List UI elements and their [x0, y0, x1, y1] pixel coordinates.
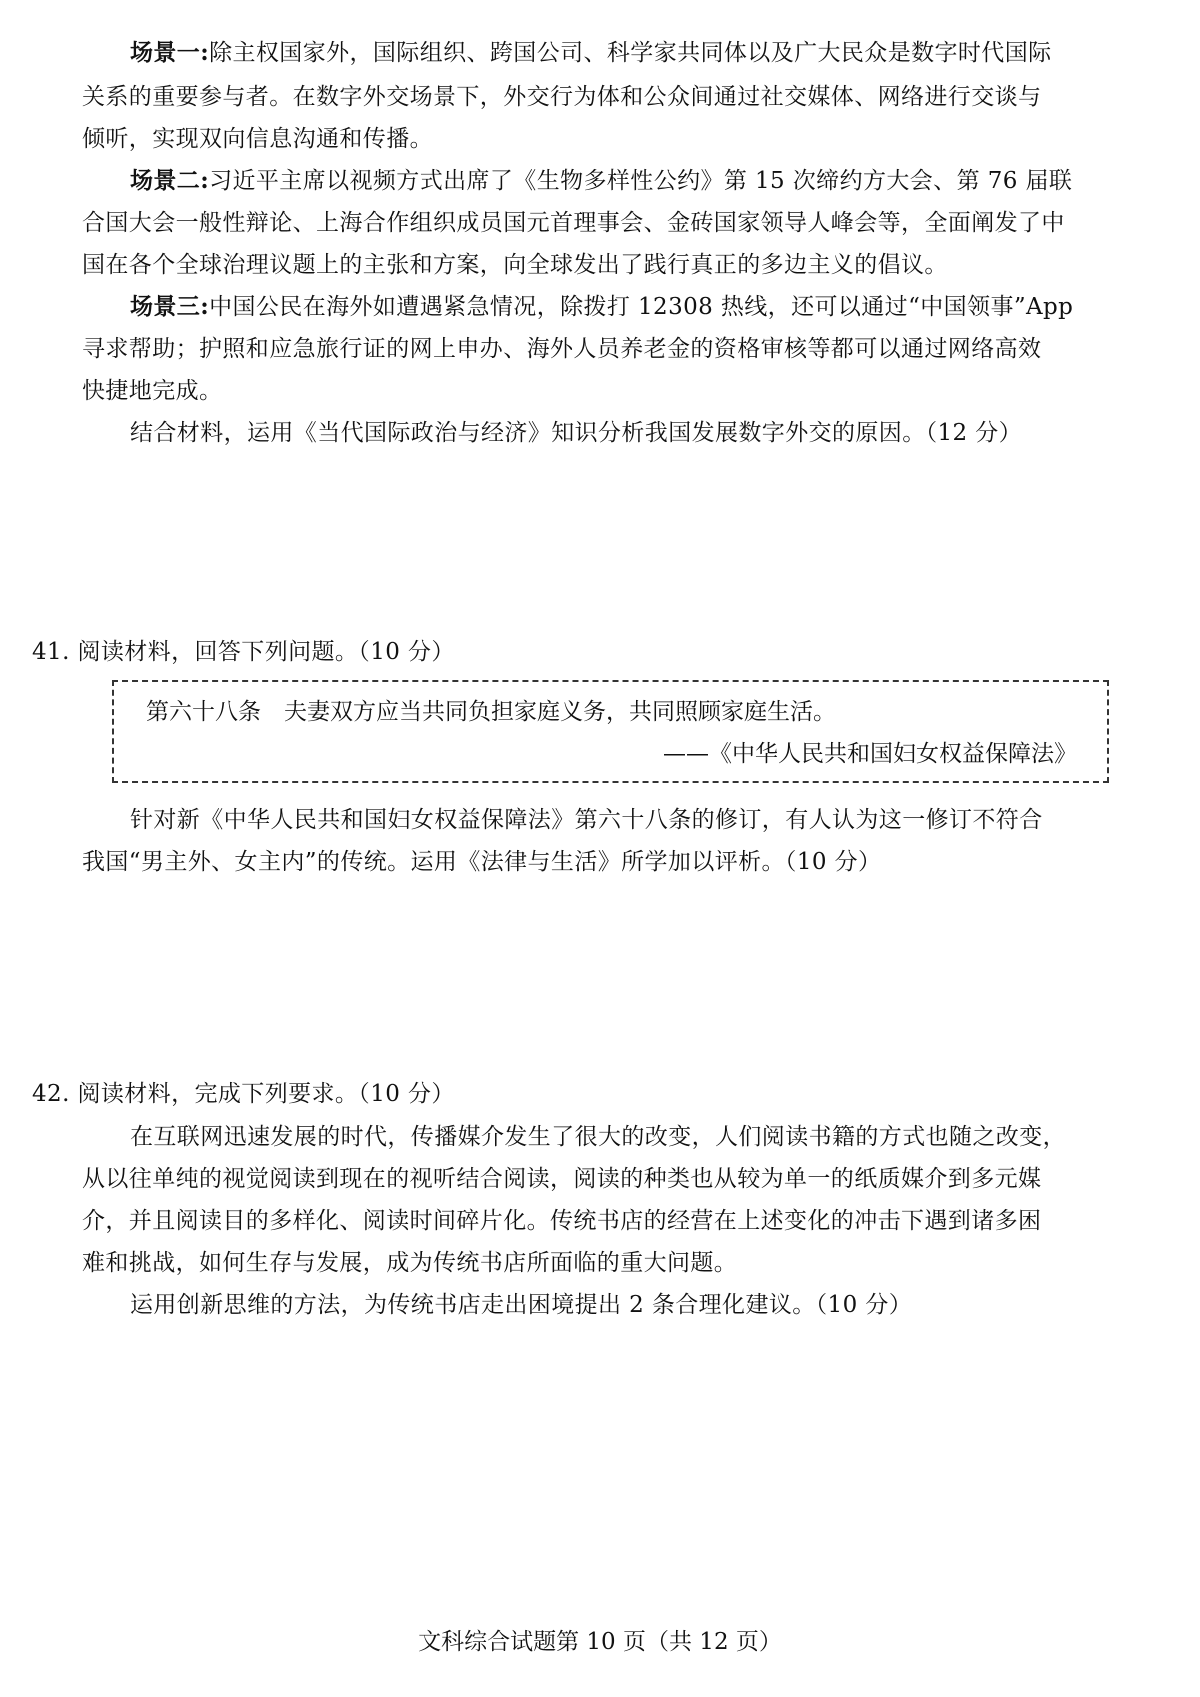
scene2-line1: [130, 161, 1072, 201]
law-quote-box: [112, 680, 1109, 783]
scene1-text1: 除主权国家外，国际组织、跨国公司、科学家共同体以及广大民众是数字时代国际: [209, 40, 1052, 66]
scene3-line2: 寻求帮助；护照和应急旅行证的网上申办、海外人员养老金的资格审核等都可以通过网络高效: [82, 336, 1042, 362]
scene3-text1: 中国公民在海外如遭遇紧急情况，除拨打 12308 热线，还可以通过“中国领事”App: [209, 294, 1074, 320]
q42-line1: 在互联网迅速发展的时代，传播媒介发生了很大的改变，人们阅读书籍的方式也随之改变，: [130, 1124, 1066, 1150]
law-source: ——《中华人民共和国妇女权益保障法》: [663, 741, 1077, 767]
scene2-text1: 习近平主席以视频方式出席了《生物多样性公约》第 15 次缔约方大会、第 76 届联: [209, 168, 1073, 194]
scene3-line3: 快捷地完成。: [82, 378, 223, 404]
q42-prompt: 运用创新思维的方法，为传统书店走出困境提出 2 条合理化建议。（10 分）: [130, 1292, 913, 1318]
scene3-label: 场景三:: [130, 293, 210, 320]
scene2-line3: 国在各个全球治理议题上的主张和方案，向全球发出了践行真正的多边主义的倡议。: [82, 252, 948, 278]
scene1-line3: 倾听，实现双向信息沟通和传播。: [82, 126, 433, 152]
scene1-label: 场景一:: [130, 39, 210, 66]
q41-title: 41. 阅读材料，回答下列问题。（10 分）: [32, 639, 455, 665]
scene1-line1: [130, 33, 1052, 73]
scene1-line2: 关系的重要参与者。在数字外交场景下，外交行为体和公众间通过社交媒体、网络进行交谈与: [82, 84, 1042, 110]
scene2-label: 场景二:: [130, 167, 210, 194]
q42-line2: 从以往单纯的视觉阅读到现在的视听结合阅读，阅读的种类也从较为单一的纸质媒介到多元媒: [82, 1166, 1042, 1192]
q41-prompt-line2: 我国“男主外、女主内”的传统。运用《法律与生活》所学加以评析。（10 分）: [82, 849, 882, 875]
q42-line4: 难和挑战，如何生存与发展，成为传统书店所面临的重大问题。: [82, 1250, 738, 1276]
q42-line3: 介，并且阅读目的多样化、阅读时间碎片化。传统书店的经营在上述变化的冲击下遇到诸多困: [82, 1208, 1042, 1234]
q40-prompt: 结合材料，运用《当代国际政治与经济》知识分析我国发展数字外交的原因。（12 分）: [130, 420, 1023, 446]
scene2-line2: 合国大会一般性辩论、上海合作组织成员国元首理事会、金砖国家领导人峰会等，全面阐发了中: [82, 210, 1065, 236]
q41-prompt-line1: 针对新《中华人民共和国妇女权益保障法》第六十八条的修订，有人认为这一修订不符合: [130, 807, 1043, 833]
law-article-text: 第六十八条 夫妻双方应当共同负担家庭义务，共同照顾家庭生活。: [146, 699, 836, 725]
scene3-line1: [130, 287, 1073, 327]
page-footer: 文科综合试题第 10 页（共 12 页）: [418, 1629, 782, 1655]
q42-title: 42. 阅读材料，完成下列要求。（10 分）: [32, 1081, 455, 1107]
